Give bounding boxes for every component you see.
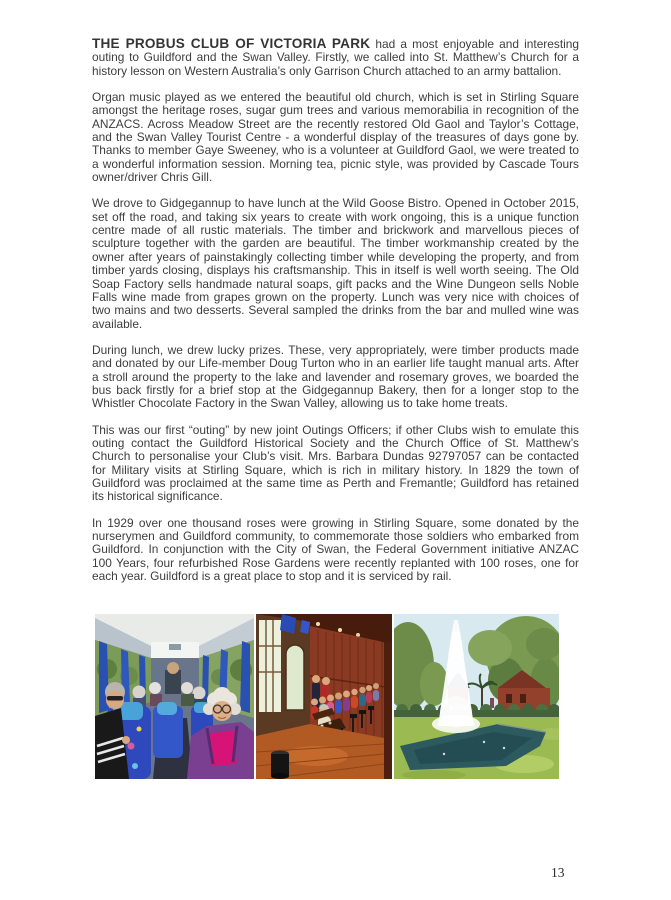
photo-row bbox=[95, 614, 559, 779]
paragraph-bistro-lunch: We drove to Gidgegannup to have lunch at the Wild Goose Bistro. Opened in October 2015, set off the road, and taking six years to create with work ongoing, this is a unique function centre made of all rustic materials. The timber and brickwork and marvellous pieces of sculpture together with the garden are beautiful. The timber workmanship created by the owner after years of painstakingly collecting timber while developing the property, and from timber yards closing, displays his craftsmanship. This in itself is well worth seeing. The Old Soap Factory sells handmade natural soaps, gift packs and the Wine Dungeon sells Noble Falls wine made from grapes grown on the property. Lunch was very nice with choices of two mains and two desserts. Several sampled the drinks from the bar and mulled wine was available. bbox=[92, 196, 579, 331]
club-name-heading: THE PROBUS CLUB OF VICTORIA PARK bbox=[92, 36, 371, 51]
paragraph-intro bbox=[92, 37, 579, 78]
paragraph-outings-officers: This was our first “outing” by new joint Outings Officers; if other Clubs wish to emulate this outing contact the Guildford Historical Society and the Church Office of St. Matthew’s Church to personalise your Club’s visit. Mrs. Barbara Dundas 92797057 can be contacted for Military visits at Stirling Square, which is rich in military history. In 1829 the town of Guildford was proclaimed at the same time as Perth and Fremantle; Guildford has retained its historical significance. bbox=[92, 422, 579, 504]
bus-interior-photo bbox=[95, 614, 254, 779]
paragraph-church-visit: Organ music played as we entered the beautiful old church, which is set in Stirling Square amongst the heritage roses, sugar gum trees and various memorabilia in recognition of the ANZACS. Across Meadow Street are the recently restored Old Gaol and Taylor’s Cottage, and the Swan Valley Tourist Centre - a wonderful display of the treasures of days gone by. Thanks to member Gaye Sweeney, who is a volunteer at Guildford Gaol, we were treated to a wonderful information session. Morning tea, picnic style, was provided by Cascade Tours owner/driver Chris Gill. bbox=[92, 90, 579, 185]
fountain-garden-photo bbox=[394, 614, 559, 779]
bistro-interior-photo bbox=[256, 614, 392, 779]
article-body bbox=[92, 37, 579, 596]
bistro-windows bbox=[256, 614, 310, 736]
paragraph-lucky-prizes: During lunch, we drew lucky prizes. These, very appropriately, were timber products made and donated by our Life-member Doug Turton who in an earlier life taught manual arts. After a stroll around the property to the lake and lavender and rosemary groves, we boarded the bus back firstly for a brief stop at the Gidgegannup Bakery, then for a longer stop to the Whistler Chocolate Factory in the Swan Valley, allowing us to take home treats. bbox=[92, 342, 579, 411]
page-number: 13 bbox=[551, 865, 565, 880]
paragraph-roses: In 1929 over one thousand roses were growing in Stirling Square, some donated by the nurserymen and Guildford community, to commemorate those soldiers who embarked from Guildford. In conjunction with the City of Swan, the Federal Government initiative ANZAC 100 Years, four refurbished Rose Gardens were recently replanted with 100 roses, one for each year. Guildford is a great place to stop and it is serviced by rail. bbox=[92, 515, 579, 584]
intro-text: had a most enjoyable and interesting outing to Guildford and the Swan Valley. Firstly, we called into St. Matthew’s Church for a history lesson on Western Australia’s only Garrison Church attached to an army battalion. bbox=[92, 37, 579, 78]
